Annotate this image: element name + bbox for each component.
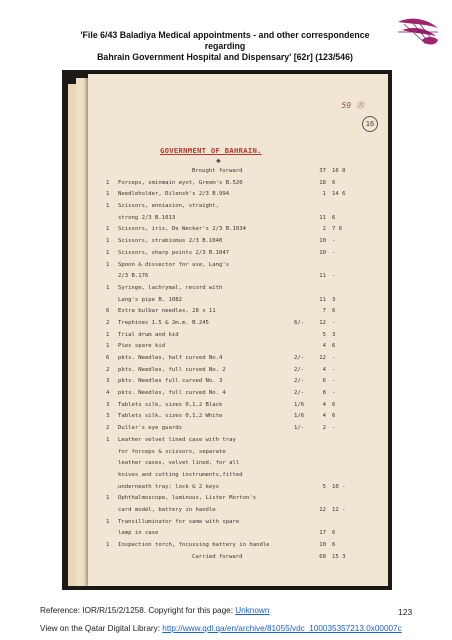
item-description: Extra bulbar needles, 28 x 11 bbox=[118, 308, 216, 315]
item-pounds: 12 bbox=[319, 506, 326, 513]
item-shillings-pence: 3 bbox=[332, 296, 336, 303]
circled-number: 16 bbox=[362, 116, 378, 132]
item-quantity: 1 bbox=[106, 542, 110, 548]
scanned-page-image bbox=[62, 70, 392, 590]
item-shillings-pence: 6 bbox=[332, 343, 336, 350]
item-unit-price: 1/6 bbox=[294, 413, 305, 420]
item-shillings-pence: - bbox=[332, 378, 336, 385]
item-description: Transilluminator for same with spare bbox=[118, 518, 240, 525]
item-description: Scissors, strabismus 2/3 B.1040 bbox=[118, 238, 223, 245]
list-item bbox=[88, 423, 388, 435]
item-pounds: 4 bbox=[322, 366, 326, 373]
item-pounds: 11 bbox=[319, 296, 326, 303]
list-item bbox=[88, 353, 388, 365]
list-item bbox=[88, 482, 388, 494]
item-pounds: 18 bbox=[319, 179, 326, 186]
list-item bbox=[88, 341, 388, 353]
item-shillings-pence: - bbox=[332, 390, 336, 397]
item-shillings-pence: 6 bbox=[332, 214, 336, 221]
item-quantity: 4 bbox=[106, 390, 110, 397]
list-item bbox=[88, 271, 388, 283]
qdl-logo-icon bbox=[396, 14, 440, 54]
item-description: underneath tray: lock & 2 keys bbox=[118, 483, 220, 490]
item-quantity: 3 bbox=[106, 401, 110, 408]
item-pounds: 6 bbox=[322, 378, 326, 385]
list-item bbox=[88, 318, 388, 330]
item-description: knives and cutting instruments,fitted bbox=[118, 471, 243, 478]
item-shillings-pence: - bbox=[332, 319, 336, 326]
item-shillings-pence: 6 bbox=[332, 542, 336, 548]
list-item bbox=[88, 400, 388, 412]
item-shillings-pence: 6 bbox=[332, 179, 336, 186]
item-quantity: 1 bbox=[106, 495, 110, 502]
item-description: card model, battery in handle bbox=[118, 506, 216, 513]
item-shillings-pence: - bbox=[332, 366, 336, 373]
item-pounds: 4 bbox=[322, 413, 326, 420]
list-item bbox=[88, 236, 388, 248]
item-quantity: 1 bbox=[106, 191, 110, 198]
seal-mark-icon: ◈ bbox=[216, 156, 221, 165]
item-description: Lang's pipe B. 1082 bbox=[118, 296, 182, 303]
item-description: strong 2/3 B.1013 bbox=[118, 214, 176, 221]
item-pounds: 5 bbox=[322, 483, 326, 490]
item-unit-price: 6/- bbox=[294, 319, 305, 326]
item-quantity: 1 bbox=[106, 226, 110, 233]
list-item bbox=[88, 505, 388, 517]
item-description: Duller's eye guards bbox=[118, 425, 182, 432]
item-pounds: 7 bbox=[322, 308, 326, 315]
list-item bbox=[88, 201, 388, 213]
item-description: Ophthalmoscope, luminous, Lister Morton's bbox=[118, 495, 257, 502]
item-quantity: 2 bbox=[106, 425, 110, 432]
list-item bbox=[88, 365, 388, 377]
list-item bbox=[88, 388, 388, 400]
item-description: Scissors, iris, De Wecker's 2/3 B.1034 bbox=[118, 226, 246, 233]
item-unit-price: 1/6 bbox=[294, 401, 305, 408]
item-pounds: 37 bbox=[319, 168, 326, 174]
item-description: 2/3 B.176 bbox=[118, 273, 149, 280]
item-pounds: 8 bbox=[322, 390, 326, 397]
qdl-archive-link[interactable]: http://www.qdl.qa/en/archive/81055/vdc_100035357213.0x00007c bbox=[162, 624, 402, 633]
item-pounds: 11 bbox=[319, 273, 326, 280]
item-quantity: 1 bbox=[106, 261, 110, 268]
item-description: Scissors, sharp points 2/3 B.1047 bbox=[118, 249, 230, 256]
item-quantity: 1 bbox=[106, 203, 110, 210]
document-title-line-1: 'File 6/43 Baladiya Medical appointments - and other correspondence regarding bbox=[80, 30, 370, 51]
list-item bbox=[88, 178, 388, 190]
item-quantity: 1 bbox=[106, 436, 110, 443]
item-description: Spoon & dissector for use, Lang's bbox=[118, 261, 230, 268]
item-pounds: 4 bbox=[322, 401, 326, 408]
list-item bbox=[88, 435, 388, 447]
item-shillings-pence: 3 bbox=[332, 331, 336, 338]
list-item bbox=[88, 189, 388, 201]
item-pounds: 10 bbox=[319, 238, 326, 245]
list-item bbox=[88, 411, 388, 423]
view-text: View on the Qatar Digital Library: bbox=[40, 624, 163, 633]
item-description: pkts. Needles, full curved No. 2 bbox=[118, 366, 226, 373]
item-shillings-pence: 6 bbox=[332, 530, 336, 537]
item-quantity: 1 bbox=[106, 249, 110, 256]
typed-document-sheet bbox=[88, 74, 388, 586]
list-item bbox=[88, 517, 388, 529]
item-description: Carried forward bbox=[192, 553, 243, 560]
item-shillings-pence: - bbox=[332, 273, 336, 280]
item-unit-price: 2/- bbox=[294, 378, 305, 385]
item-shillings-pence: 12 - bbox=[332, 506, 346, 513]
item-shillings-pence: - bbox=[332, 355, 336, 361]
item-description: Tablets silk, sizes 0,1,2 Black bbox=[118, 401, 223, 408]
item-description: Needleholder, Dilensh's 2/3 B.994 bbox=[118, 191, 230, 198]
item-description: Tablets silk, sizes 0,1,2 White bbox=[118, 413, 223, 420]
item-description: Syringe, lachrymal, record with bbox=[118, 284, 223, 291]
list-item bbox=[88, 213, 388, 225]
item-description: Brought forward bbox=[192, 168, 243, 174]
document-title bbox=[60, 30, 390, 63]
list-item bbox=[88, 540, 388, 552]
item-pounds: 11 bbox=[319, 214, 326, 221]
item-quantity: 3 bbox=[106, 413, 110, 420]
item-description: leather cases, velvet lined, for all bbox=[118, 460, 240, 467]
reference-text: Reference: IOR/R/15/2/1258. Copyright for this page: bbox=[40, 606, 236, 615]
item-pounds: 1 bbox=[322, 191, 326, 198]
item-shillings-pence: 16 8 bbox=[332, 168, 346, 174]
item-shillings-pence: - bbox=[332, 249, 336, 256]
list-item bbox=[88, 376, 388, 388]
item-description: Trial drum and kid bbox=[118, 331, 179, 338]
item-quantity: 1 bbox=[106, 331, 110, 338]
reference-line bbox=[40, 606, 269, 615]
item-unit-price: 2/- bbox=[294, 366, 305, 373]
list-item bbox=[88, 528, 388, 540]
item-unit-price: 1/- bbox=[294, 425, 305, 432]
list-item bbox=[88, 283, 388, 295]
item-description: for forceps & scissors, separate bbox=[118, 448, 226, 455]
item-shillings-pence: 7 6 bbox=[332, 226, 343, 233]
document-title-line-2: Bahrain Government Hospital and Dispensary' [62r] (123/546) bbox=[97, 52, 353, 62]
item-unit-price: 2/- bbox=[294, 390, 305, 397]
list-item bbox=[88, 260, 388, 272]
page-number: 123 bbox=[398, 607, 413, 617]
item-pounds: 10 bbox=[319, 542, 326, 548]
document-heading: GOVERNMENT OF BAHRAIN. bbox=[160, 146, 262, 155]
list-item bbox=[88, 330, 388, 342]
item-list bbox=[88, 166, 388, 563]
list-item bbox=[88, 295, 388, 307]
item-shillings-pence: - bbox=[332, 425, 336, 432]
item-quantity: 2 bbox=[106, 366, 110, 373]
item-shillings-pence: 6 bbox=[332, 413, 336, 420]
item-quantity: 2 bbox=[106, 319, 110, 326]
list-item bbox=[88, 458, 388, 470]
item-description: Forceps, sminmain eyot, Greem's B.520 bbox=[118, 179, 243, 186]
item-shillings-pence: 6 bbox=[332, 308, 336, 315]
item-shillings-pence: 14 6 bbox=[332, 191, 346, 198]
item-description: Trephines 1.5 & 2m.m. B.245 bbox=[118, 319, 209, 326]
list-item bbox=[88, 166, 388, 178]
item-shillings-pence: 6 bbox=[332, 401, 336, 408]
item-pounds: 68 bbox=[319, 553, 326, 560]
item-description: pkts. Needles full curved No. 3 bbox=[118, 378, 223, 385]
item-pounds: 17 bbox=[319, 530, 326, 537]
list-item bbox=[88, 470, 388, 482]
list-item bbox=[88, 493, 388, 505]
item-quantity: 1 bbox=[106, 343, 110, 350]
item-description: Inspection torch, focussing battery in handle bbox=[118, 542, 270, 548]
item-pounds: 10 bbox=[319, 249, 326, 256]
item-unit-price: 2/- bbox=[294, 355, 305, 361]
item-description: lamp in case bbox=[118, 530, 159, 537]
item-pounds: 12 bbox=[319, 355, 326, 361]
item-pounds: 12 bbox=[319, 319, 326, 326]
item-description: pkts. Needles, full curved No. 4 bbox=[118, 390, 226, 397]
item-description: Pies spare kid bbox=[118, 343, 166, 350]
item-quantity: 1 bbox=[106, 284, 110, 291]
item-quantity: 1 bbox=[106, 179, 110, 186]
item-description: Leather velvet lined case with tray bbox=[118, 436, 236, 443]
item-pounds: 5 bbox=[322, 331, 326, 338]
item-quantity: 1 bbox=[106, 518, 110, 525]
item-description: Scissors, enniasion, straight, bbox=[118, 203, 220, 210]
item-quantity: 3 bbox=[106, 378, 110, 385]
list-item bbox=[88, 248, 388, 260]
item-pounds: 4 bbox=[322, 343, 326, 350]
view-line bbox=[40, 624, 402, 633]
list-item bbox=[88, 552, 388, 564]
list-item bbox=[88, 224, 388, 236]
item-pounds: 2 bbox=[322, 226, 326, 233]
item-quantity: 1 bbox=[106, 238, 110, 245]
item-shillings-pence: - bbox=[332, 238, 336, 245]
item-pounds: 2 bbox=[322, 425, 326, 432]
folio-mark: 59 Ⓑ bbox=[341, 101, 364, 110]
list-item bbox=[88, 306, 388, 318]
item-shillings-pence: 10 - bbox=[332, 483, 346, 490]
item-quantity: 6 bbox=[106, 308, 110, 315]
item-description: pkts. Needles, half curved No.4 bbox=[118, 355, 223, 361]
list-item bbox=[88, 447, 388, 459]
item-quantity: 6 bbox=[106, 355, 110, 361]
item-shillings-pence: 15 3 bbox=[332, 553, 346, 560]
copyright-link[interactable]: Unknown bbox=[235, 606, 270, 615]
